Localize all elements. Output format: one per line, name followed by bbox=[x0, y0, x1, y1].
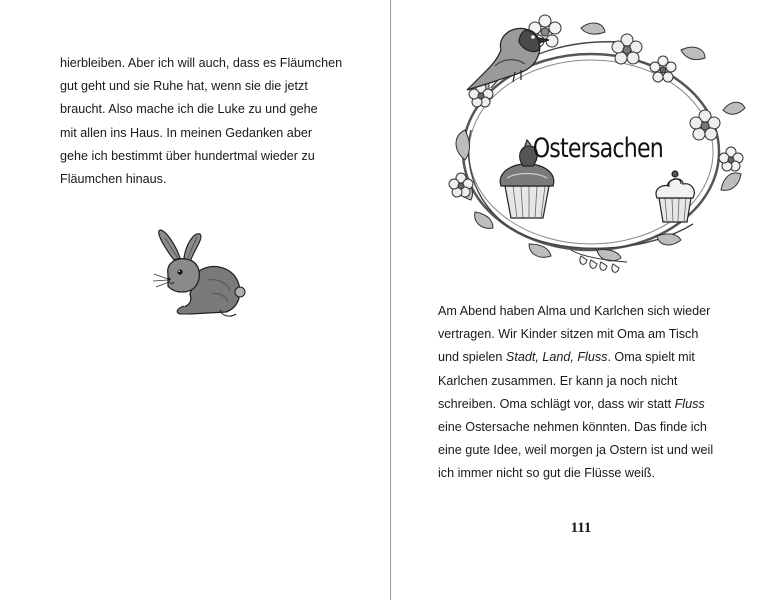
bunny-illustration bbox=[150, 224, 250, 324]
text-line: Am Abend haben Alma und Karlchen sich wieder bbox=[438, 304, 711, 318]
text-line: eine gute Idee, weil morgen ja Ostern ist und weil bbox=[438, 443, 714, 458]
text-line: gehe ich bestimmt über hundertmal wieder zu bbox=[60, 148, 315, 163]
text-line: gut geht und sie Ruhe hat, wenn sie die jetzt bbox=[60, 79, 308, 94]
left-page bbox=[0, 0, 390, 600]
text-line: und spielen Stadt, Land, Fluss. Oma spielt mit bbox=[438, 350, 695, 365]
text-line: hierbleiben. Aber ich will auch, dass es Fläumchen bbox=[60, 56, 343, 70]
text-line: ich immer nicht so gut die Flüsse weiß. bbox=[438, 466, 655, 481]
text-line: mit allen ins Haus. In meinen Gedanken aber bbox=[60, 125, 313, 140]
text-line: eine Ostersache nehmen könnten. Das finde ich bbox=[438, 420, 707, 435]
text-line: schreiben. Oma schlägt vor, dass wir statt Fluss bbox=[438, 396, 705, 411]
italic-word: Fluss bbox=[674, 396, 705, 411]
right-page-text bbox=[438, 300, 713, 486]
left-page-text bbox=[60, 52, 342, 191]
text-line: Fläumchen hinaus. bbox=[60, 172, 167, 187]
italic-game-name: Stadt, Land, Fluss bbox=[505, 350, 608, 365]
right-page bbox=[391, 0, 781, 600]
text-line: braucht. Also mache ich die Luke zu und gehe bbox=[60, 102, 318, 117]
text-line: vertragen. Wir Kinder sitzen mit Oma am Tisch bbox=[438, 327, 699, 342]
text-line: Karlchen zusammen. Er kann ja noch nicht bbox=[438, 373, 678, 388]
chapter-title: Ostersachen bbox=[532, 133, 664, 164]
page-number: 111 bbox=[570, 520, 592, 536]
